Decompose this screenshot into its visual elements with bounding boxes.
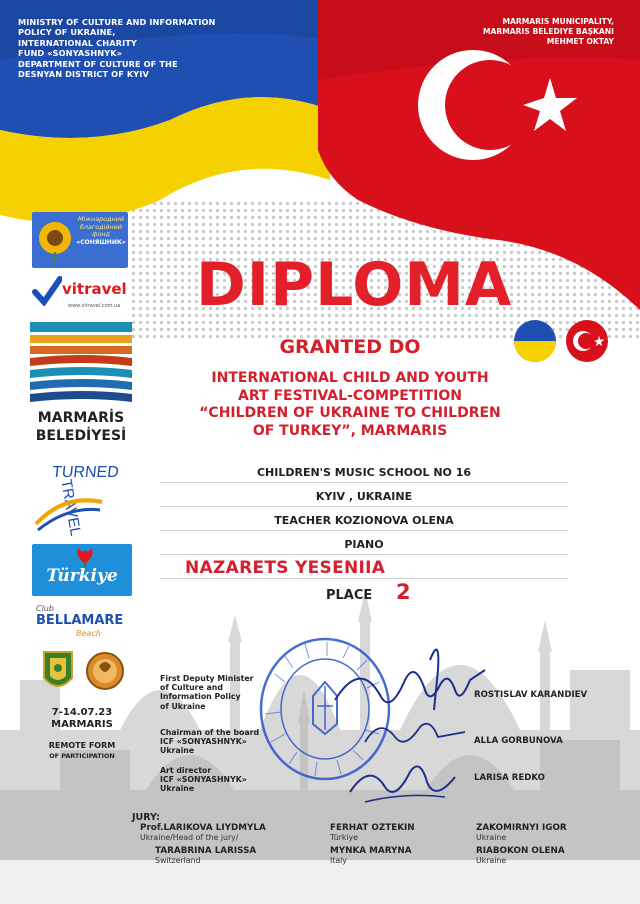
signature-3-icon <box>345 752 465 812</box>
swoosh-icon <box>34 494 104 532</box>
marmaris-name-2: BELEDİYESİ <box>35 428 127 444</box>
sonyashnyk-line: «СОНЯШНИК» <box>76 238 126 246</box>
festival-line: INTERNATIONAL CHILD AND YOUTH <box>211 370 489 386</box>
jury-member-country: Ukraine <box>476 856 507 865</box>
jury-member <box>140 823 266 842</box>
signer-1-name: ROSTISLAV KARANDIEV <box>474 690 588 700</box>
teacher-field: TEACHER KOZIONOVA OLENA <box>274 514 454 527</box>
vitravel-name: vitravel <box>62 280 127 298</box>
place-label: PLACE <box>326 588 373 603</box>
marmaris-logo <box>30 322 132 452</box>
header-left <box>18 17 278 79</box>
jury-member <box>330 823 415 842</box>
checkmark-icon <box>32 276 62 306</box>
event-date: 7-14.07.23 <box>51 707 113 718</box>
header-left-line: DESNYAN DISTRICT OF KYIV <box>18 69 149 80</box>
bellamare-text: BELLAMARE <box>36 613 124 628</box>
event-form-1: REMOTE FORM <box>48 741 116 750</box>
divider <box>160 578 568 579</box>
jury-member-name: RIABOKON OLENA <box>476 846 565 856</box>
sonyashnyk-line: Міжнародний <box>77 215 124 223</box>
medallion-icon <box>86 648 124 694</box>
divider <box>160 506 568 507</box>
role-line: of Culture and <box>160 683 223 693</box>
beach-text: Beach <box>76 629 101 638</box>
jury-member <box>476 846 565 865</box>
role-line: ICF «SONYASHNYK» <box>160 737 247 747</box>
tulip-icon <box>70 546 100 568</box>
sonyashnyk-logo <box>32 212 128 268</box>
marmaris-name-1: MARMARİS <box>37 410 125 426</box>
jury-member-country: Türkiye <box>330 833 358 842</box>
participant-name: NAZARETS YESENIIA <box>185 558 386 578</box>
header-left-line: INTERNATIONAL CHARITY <box>18 37 137 48</box>
signer-3-role <box>160 766 270 794</box>
turkiye-text: Türkiye <box>46 566 118 586</box>
signature-2-icon <box>360 712 470 752</box>
marmaris-sunset-icon <box>30 322 132 408</box>
festival-line: “CHILDREN OF UKRAINE TO CHILDREN <box>199 405 501 421</box>
signer-2-name: ALLA GORBUNOVA <box>474 736 563 746</box>
turned-travel-logo <box>34 464 124 538</box>
ukraine-round-flag-icon <box>512 318 558 364</box>
role-line: First Deputy Minister <box>160 674 254 683</box>
header-left-line: FUND «SONYASHNYK» <box>18 48 123 59</box>
place-value: 2 <box>396 580 411 604</box>
sonyashnyk-line: фонд <box>92 230 110 239</box>
divider <box>160 482 568 483</box>
header-left-line: POLICY OF UKRAINE, <box>18 27 116 38</box>
header-right-line: MARMARIS MUNICIPALITY, <box>502 17 614 26</box>
role-line: Art director <box>160 766 212 775</box>
sonyashnyk-text <box>76 216 126 246</box>
kyiv-emblem-icon <box>40 648 76 696</box>
header-right-line: MARMARIS BELEDIYE BAŞKANI <box>482 27 614 36</box>
festival-line: ART FESTIVAL-COMPETITION <box>238 387 462 404</box>
signer-3-name: LARISA REDKO <box>474 773 545 783</box>
jury-member-country: Ukraine/Head of the jury/ <box>140 833 239 842</box>
header-right <box>394 17 614 47</box>
jury-label: JURY: <box>132 812 160 823</box>
jury-member-country: Ukraine <box>476 833 507 842</box>
jury-member-name: TARABRINA LARISSA <box>155 846 257 856</box>
sonyashnyk-line: благодійний <box>79 222 123 231</box>
role-line: ICF «SONYASHNYK» <box>160 775 247 785</box>
vitravel-url: www.vitravel.com.ua <box>68 303 121 309</box>
role-line: Ukraine <box>160 784 195 794</box>
jury-member <box>476 823 567 842</box>
jury-member-country: Italy <box>330 856 347 865</box>
sunflower-icon <box>35 216 75 264</box>
signer-1-role <box>160 674 270 711</box>
divider <box>160 530 568 531</box>
turned-text: TURNED <box>51 464 120 481</box>
role-line: Chairman of the board <box>160 728 260 737</box>
granted-heading: GRANTED DO <box>279 336 421 358</box>
jury-member <box>155 846 256 865</box>
header-left-line: MINISTRY OF CULTURE AND INFORMATION <box>18 17 216 27</box>
bellamare-logo <box>36 604 132 644</box>
jury-member <box>330 846 412 865</box>
header-left-line: DEPARTMENT OF CULTURE OF THE <box>18 58 178 69</box>
role-line: Information Policy <box>160 692 241 702</box>
jury-member-country: Switzerland <box>155 856 201 865</box>
signer-2-role <box>160 728 270 756</box>
club-text: Club <box>36 604 54 613</box>
school-field: CHILDREN'S MUSIC SCHOOL NO 16 <box>256 466 472 479</box>
travel-text: TRAVEL <box>57 478 84 538</box>
jury-member-name: ZAKOMIRNYI IGOR <box>476 823 567 833</box>
festival-line: OF TURKEY”, MARMARIS <box>252 422 448 439</box>
diploma-title: DIPLOMA <box>196 250 513 320</box>
role-line: Ukraine <box>160 746 195 756</box>
jury-member-name: FERHAT OZTEKIN <box>330 823 415 833</box>
city-field: KYIV , UKRAINE <box>315 490 413 503</box>
jury-member-name: Prof.LARIKOVA LIYDMYLA <box>140 823 266 833</box>
nomination-field: PIANO <box>344 538 384 551</box>
jury-member-name: MYNKA MARYNA <box>330 846 412 856</box>
turkiye-logo <box>32 544 132 596</box>
vitravel-logo <box>32 274 132 314</box>
turkey-round-flag-icon <box>564 318 610 364</box>
divider <box>160 554 568 555</box>
role-line: of Ukraine <box>160 701 206 711</box>
event-city: MARMARIS <box>51 719 113 730</box>
header-right-line: MEHMET OKTAY <box>546 37 614 46</box>
event-form-2: OF PARTICIPATION <box>49 752 115 760</box>
festival-title <box>170 370 530 440</box>
